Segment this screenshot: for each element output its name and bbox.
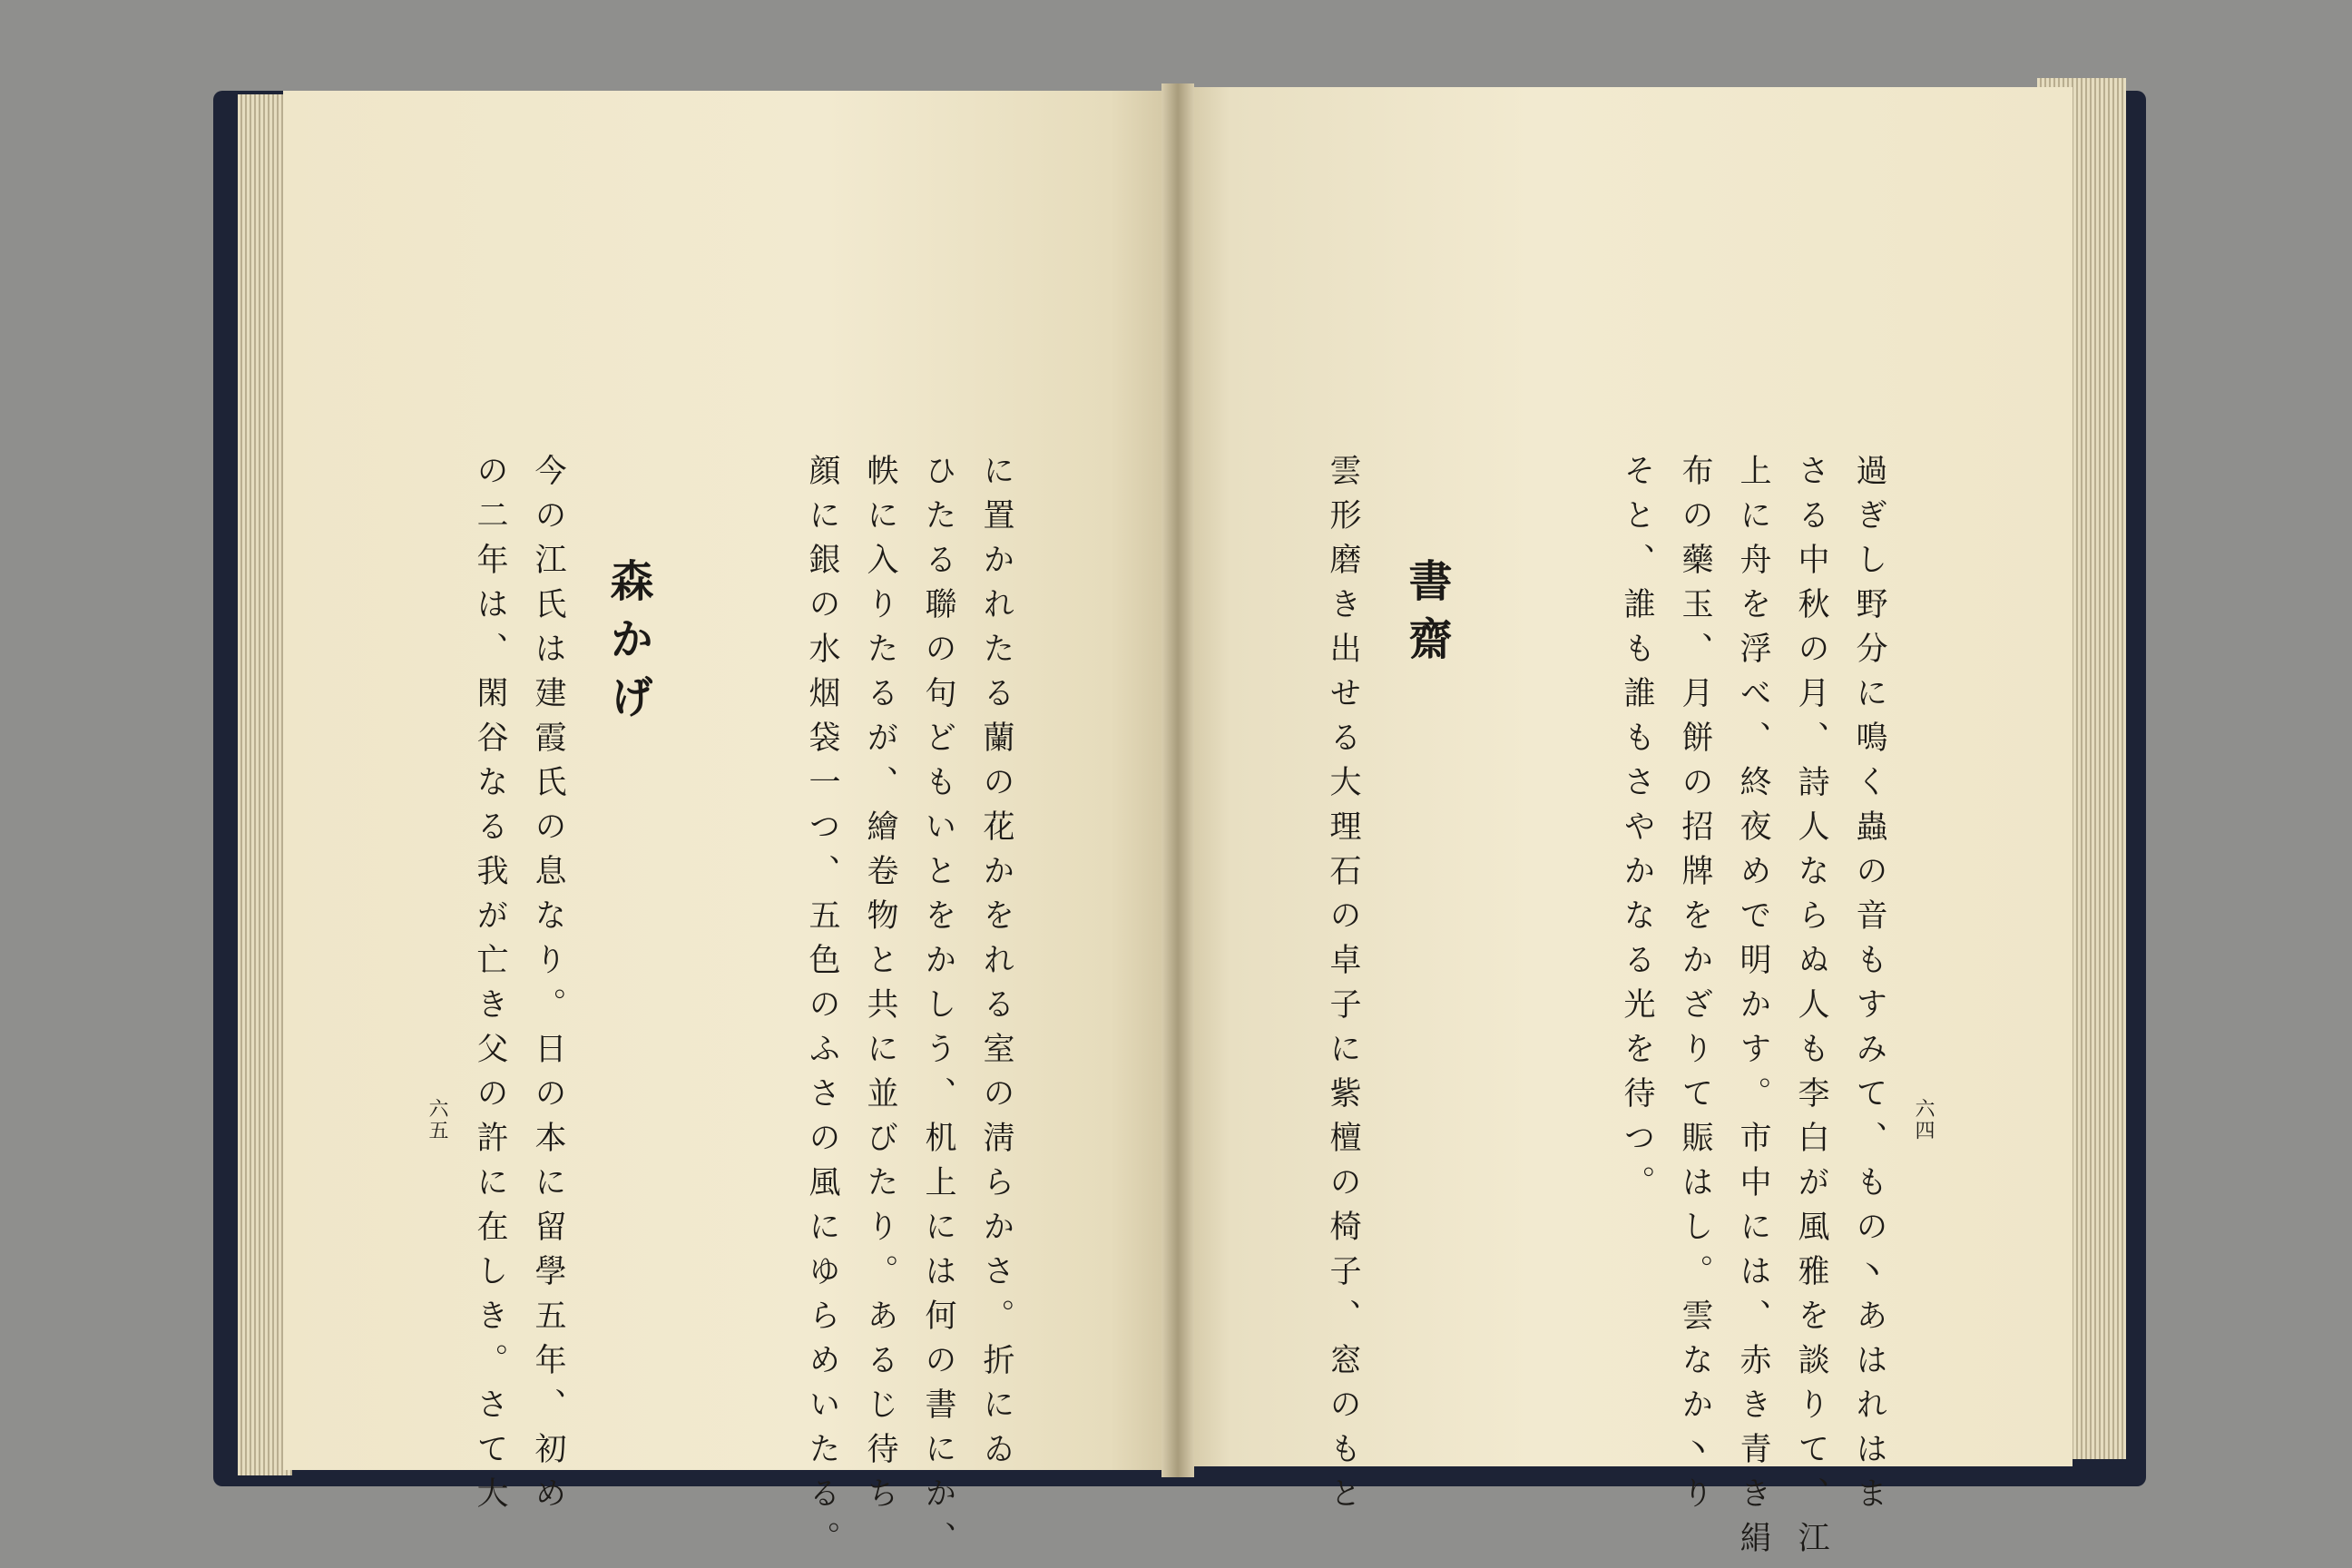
right-page-number: 六四	[1912, 1098, 1935, 1142]
left-continuation-line-2: ひたる聯の句どもいとをかしう、机上には何の書にか、	[920, 454, 956, 1565]
right-continuation-line-2: さる中秋の月、詩人ならぬ人も李白が風雅を談りて、江	[1793, 454, 1829, 1565]
right-section-line-1: 雲形磨き出せる大理石の卓子に紫檀の椅子、窓のもと	[1325, 454, 1361, 1521]
left-continuation-line-1: に置かれたる蘭の花かをれる室の淸らかさ。折にゐ	[978, 454, 1014, 1476]
right-continuation-line-5: そと、誰も誰もさやかなる光を待つ。	[1619, 454, 1655, 1210]
left-page-number: 六五	[426, 1098, 448, 1142]
right-continuation-line-4: 布の藥玉、月餅の招牌をかざりて賑はし。雲なか丶り	[1677, 454, 1713, 1521]
book-gutter	[1161, 83, 1194, 1477]
left-section-title: 森かげ	[603, 558, 653, 732]
right-section-title: 書齋	[1401, 558, 1452, 674]
right-continuation-line-1: 過ぎし野分に鳴く蟲の音もすみて、もの丶あはれはま	[1851, 454, 1887, 1521]
left-continuation-line-4: 顔に銀の水烟袋一つ、五色のふさの風にゆらめいたる。	[804, 454, 840, 1565]
left-continuation-line-3: 帙に入りたるが、繪卷物と共に並びたり。あるじ待ち	[862, 454, 898, 1521]
left-section-line-1: 今の江氏は建霞氏の息なり。日の本に留學五年、初め	[530, 454, 566, 1521]
left-page	[283, 91, 1181, 1470]
left-section-line-2: の二年は、閑谷なる我が亡き父の許に在しき。さて大	[472, 454, 508, 1521]
right-continuation-line-3: 上に舟を浮べ、終夜めで明かす。市中には、赤き青き絹	[1735, 454, 1771, 1565]
